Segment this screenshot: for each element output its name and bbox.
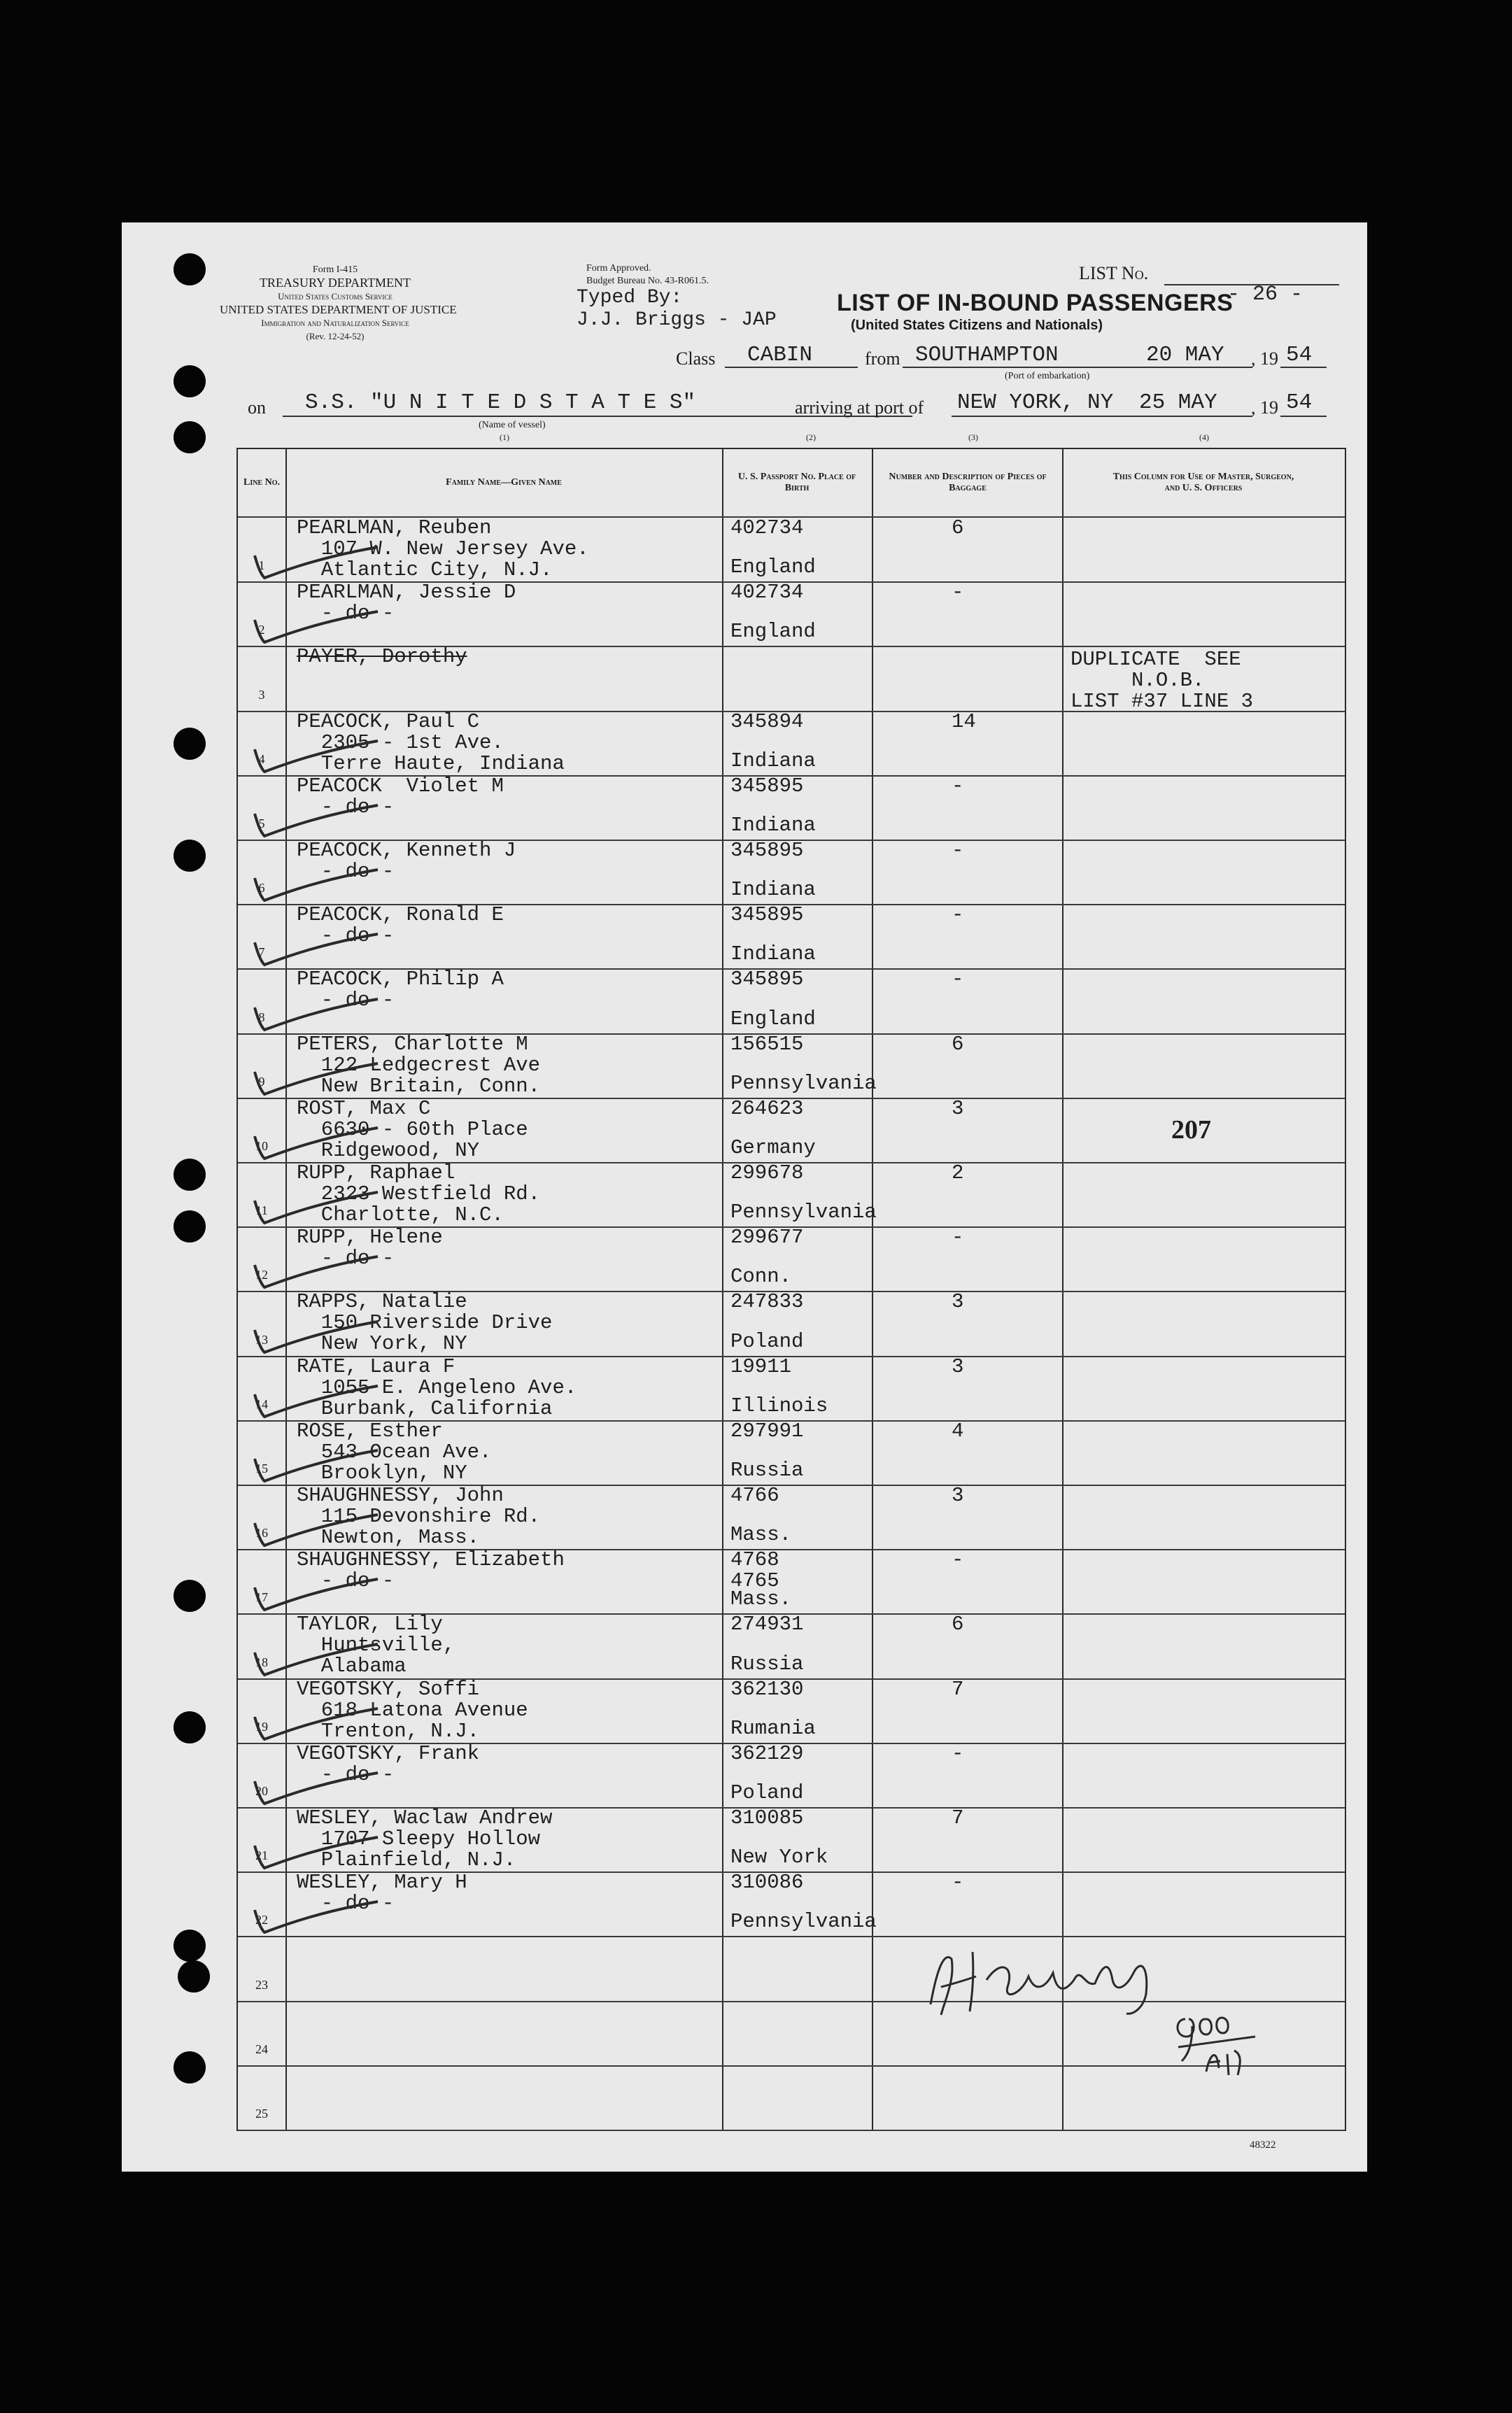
class-value: CABIN <box>747 343 813 367</box>
from-label: from <box>865 348 900 369</box>
place-of-birth: Poland <box>730 1329 804 1353</box>
table-row <box>238 1808 1345 1872</box>
line-number: 16 <box>255 1526 268 1541</box>
punch-hole <box>174 840 206 872</box>
line-number: 25 <box>255 2106 268 2121</box>
baggage-count: 4 <box>952 1419 964 1443</box>
vessel-col-number: (1) <box>500 432 509 442</box>
passenger-name: PEACOCK, Kenneth J - do - <box>297 839 516 883</box>
from-underline <box>903 367 1252 368</box>
officer-note: DUPLICATE SEE N.O.B. LIST #37 LINE 3 <box>1071 648 1254 714</box>
passenger-name: PEACOCK Violet M - do - <box>297 774 504 819</box>
passport-number: 345895 <box>730 968 804 991</box>
passenger-name: SHAUGHNESSY, Elizabeth - do - <box>297 1548 565 1593</box>
place-of-birth: Russia <box>730 1652 804 1676</box>
manifest-sheet <box>122 222 1367 2172</box>
line-number: 2 <box>258 623 265 637</box>
place-of-birth: Indiana <box>730 878 816 902</box>
row-divider <box>238 2130 1345 2131</box>
from-year: 54 <box>1286 343 1313 367</box>
typed-by-value: J.J. Briggs - JAP <box>577 309 777 331</box>
passenger-name: PEARLMAN, Reuben 107 W. New Jersey Ave. Atlantic City, N.J. <box>297 516 589 581</box>
form-number: Form I-415 <box>312 264 358 275</box>
line-number: 8 <box>258 1010 265 1024</box>
col-header-baggage: Number and Description of Pieces of Baggage <box>889 472 1047 493</box>
passenger-name: RAPPS, Natalie 150 Riverside Drive New York, NY <box>297 1290 553 1356</box>
place-of-birth: Rumania <box>730 1716 816 1740</box>
baggage-count: - <box>952 1741 964 1765</box>
line-number: 18 <box>255 1655 268 1669</box>
line-number: 20 <box>255 1783 268 1798</box>
baggage-count: 6 <box>952 1613 964 1636</box>
officer-note: 207 <box>1171 1114 1211 1145</box>
check-mark <box>245 993 385 1035</box>
check-mark <box>245 1896 385 1938</box>
place-of-birth: Indiana <box>730 813 816 837</box>
place-of-birth: Mass. <box>730 1587 792 1611</box>
line-number: 14 <box>255 1396 268 1411</box>
passport-number: 402734 <box>730 581 804 604</box>
line-number: 10 <box>255 1138 268 1153</box>
list-no-value: - 26 - <box>1227 283 1303 306</box>
passport-number: 299678 <box>730 1161 804 1184</box>
check-mark <box>245 1573 385 1615</box>
punch-hole <box>174 1159 206 1191</box>
place-of-birth: Pennsylvania <box>730 1071 877 1095</box>
passport-number: 310085 <box>730 1806 804 1830</box>
budget-bureau: Budget Bureau No. 43-R061.5. <box>586 276 709 286</box>
punch-hole <box>174 253 206 285</box>
line-number: 13 <box>255 1332 268 1347</box>
table-row <box>238 1614 1345 1678</box>
passport-number: 345895 <box>730 839 804 862</box>
table-row <box>238 1937 1345 2001</box>
passenger-name: RUPP, Helene - do - <box>297 1226 443 1271</box>
check-mark <box>245 606 385 648</box>
passport-number: 345894 <box>730 709 804 733</box>
header-left-block <box>220 263 457 343</box>
passenger-name: VEGOTSKY, Frank - do - <box>297 1741 480 1786</box>
justice-department: UNITED STATES DEPARTMENT OF JUSTICE <box>220 303 457 316</box>
col-header-officers: This Column for Use of Master, Surgeon, and U. S. Officers <box>1112 472 1294 493</box>
fee-mark <box>1171 2005 1262 2082</box>
table-row <box>238 1679 1345 1743</box>
line-number: 11 <box>255 1203 268 1218</box>
on-label: on <box>248 397 266 418</box>
col-number-2: (2) <box>806 432 816 442</box>
table-row <box>238 1163 1345 1227</box>
check-mark <box>245 1316 385 1358</box>
line-number: 21 <box>255 1848 268 1863</box>
place-of-birth: Indiana <box>730 942 816 966</box>
manifest-title: LIST OF IN-BOUND PASSENGERS <box>837 290 1234 316</box>
punch-hole <box>174 1711 206 1743</box>
baggage-count: 3 <box>952 1290 964 1314</box>
col-number-3: (3) <box>968 432 978 442</box>
passenger-name: SHAUGHNESSY, John 115 Devonshire Rd. Newton, Mass. <box>297 1484 541 1549</box>
punch-hole <box>174 728 206 760</box>
passenger-name: VEGOTSKY, Soffi 618 Latona Avenue Trenton, N.J. <box>297 1677 528 1743</box>
check-mark <box>245 928 385 970</box>
table-row <box>238 1098 1345 1163</box>
line-number: 19 <box>255 1719 268 1734</box>
arrival-year-prefix: , 19 <box>1251 397 1278 418</box>
table-row <box>238 709 1345 776</box>
passport-number: 345895 <box>730 774 804 798</box>
vessel-name: S.S. "U N I T E D S T A T E S" <box>305 390 696 415</box>
check-mark <box>245 542 385 583</box>
passport-number: 274931 <box>730 1613 804 1636</box>
check-mark <box>245 864 385 906</box>
place-of-birth: Pennsylvania <box>730 1201 877 1224</box>
passenger-name: TAYLOR, Lily Huntsville, Alabama <box>297 1613 455 1678</box>
line-number: 9 <box>258 1074 265 1089</box>
baggage-count: - <box>952 1226 964 1250</box>
check-mark <box>245 1251 385 1293</box>
baggage-count: - <box>952 1871 964 1895</box>
baggage-count: 3 <box>952 1354 964 1378</box>
passport-number: 156515 <box>730 1032 804 1056</box>
passenger-name: PEARLMAN, Jessie D - do - <box>297 581 516 625</box>
line-number: 24 <box>255 2042 268 2056</box>
manifest-subtitle: (United States Citizens and Nationals) <box>851 318 1103 333</box>
list-no-label: LIST No. <box>1079 263 1149 283</box>
passport-number: 297991 <box>730 1419 804 1443</box>
place-of-birth: England <box>730 1007 816 1031</box>
passport-number: 247833 <box>730 1290 804 1314</box>
revision: (Rev. 12-24-52) <box>306 331 365 341</box>
ins-name: Immigration and Naturalization Service <box>261 318 409 328</box>
check-mark <box>245 1509 385 1551</box>
baggage-count: - <box>952 581 964 604</box>
class-underline <box>725 367 858 368</box>
from-port: SOUTHAMPTON <box>915 343 1059 367</box>
arrival-year-underline <box>1280 416 1327 417</box>
punch-hole <box>174 365 206 397</box>
place-of-birth: New York <box>730 1846 828 1869</box>
port-embark-caption: (Port of embarkation) <box>1005 371 1090 381</box>
passenger-name: PEACOCK, Philip A - do - <box>297 968 504 1012</box>
check-mark <box>245 1703 385 1745</box>
vessel-caption: (Name of vessel) <box>479 420 546 430</box>
baggage-count: 7 <box>952 1806 964 1830</box>
punch-hole <box>174 1930 206 1962</box>
baggage-count: 7 <box>952 1677 964 1701</box>
passport-number: 4768 4765 <box>730 1548 779 1593</box>
punch-hole <box>174 1580 206 1612</box>
table-row <box>238 1872 1345 1937</box>
place-of-birth: Conn. <box>730 1265 792 1289</box>
from-year-underline <box>1280 367 1327 368</box>
col-header-passport: U. S. Passport No. Place of Birth <box>737 472 856 493</box>
baggage-count: 3 <box>952 1096 964 1120</box>
col-number-4: (4) <box>1199 432 1209 442</box>
passenger-name: PAYER, Dorothy <box>297 645 467 669</box>
check-mark <box>245 1445 385 1487</box>
line-number: 1 <box>258 558 265 573</box>
baggage-count: - <box>952 968 964 991</box>
table-row <box>238 1292 1345 1356</box>
baggage-count: - <box>952 774 964 798</box>
footer-code: 48322 <box>1250 2139 1276 2151</box>
passport-number: 402734 <box>730 516 804 539</box>
manifest-table <box>236 448 1346 2131</box>
table-row <box>238 1421 1345 1485</box>
class-label: Class <box>676 348 716 369</box>
passport-number: 362129 <box>730 1741 804 1765</box>
table-row <box>238 1227 1345 1292</box>
place-of-birth: Pennsylvania <box>730 1910 877 1934</box>
passport-number: 362130 <box>730 1677 804 1701</box>
table-row <box>238 1743 1345 1808</box>
table-row <box>238 582 1345 646</box>
arrival-port: NEW YORK, NY <box>957 390 1114 415</box>
passport-number: 299677 <box>730 1226 804 1250</box>
table-row <box>238 518 1345 582</box>
punch-hole <box>174 1210 206 1243</box>
col-header-line-no: Line No. <box>243 477 280 488</box>
passport-number: 345895 <box>730 903 804 927</box>
table-row <box>238 969 1345 1033</box>
arrival-year: 54 <box>1286 390 1313 415</box>
passenger-name: PEACOCK, Ronald E - do - <box>297 903 504 948</box>
passenger-name: ROST, Max C 6630 - 60th Place Ridgewood, NY <box>297 1096 528 1162</box>
passenger-name: WESLEY, Waclaw Andrew 1707 Sleepy Hollow Plainfield, N.J. <box>297 1806 553 1871</box>
line-number: 22 <box>255 1913 268 1927</box>
baggage-count: 14 <box>952 709 976 733</box>
place-of-birth: Russia <box>730 1458 804 1482</box>
table-row <box>238 905 1345 969</box>
baggage-count: - <box>952 839 964 862</box>
baggage-count: - <box>952 903 964 927</box>
check-mark <box>245 800 385 842</box>
from-date: 20 MAY <box>1146 343 1224 367</box>
baggage-count: 6 <box>952 516 964 539</box>
passenger-name: PETERS, Charlotte M 122 Ledgecrest Ave New Britain, Conn. <box>297 1032 541 1098</box>
typed-by-label: Typed By: <box>577 287 683 309</box>
passport-number: 4766 <box>730 1484 779 1507</box>
table-row <box>238 1550 1345 1614</box>
line-number: 12 <box>255 1268 268 1282</box>
line-number: 4 <box>258 751 265 766</box>
check-mark <box>245 1832 385 1874</box>
passenger-name: WESLEY, Mary H - do - <box>297 1871 467 1916</box>
arriving-label: arriving at port of <box>795 397 924 418</box>
place-of-birth: England <box>730 556 816 579</box>
place-of-birth: Poland <box>730 1781 804 1804</box>
check-mark <box>245 1380 385 1422</box>
punch-hole <box>174 421 206 453</box>
baggage-count: 3 <box>952 1484 964 1507</box>
line-number: 17 <box>255 1590 268 1605</box>
table-row <box>238 1485 1345 1550</box>
signature-initials <box>924 1938 1161 2032</box>
table-row <box>238 1354 1345 1421</box>
passenger-name: PEACOCK, Paul C 2305 - 1st Ave. Terre Haute, Indiana <box>297 709 565 775</box>
baggage-count: 2 <box>952 1161 964 1184</box>
place-of-birth: Germany <box>730 1135 816 1159</box>
place-of-birth: Indiana <box>730 749 816 772</box>
arrival-underline <box>952 416 1252 417</box>
place-of-birth: Illinois <box>730 1394 828 1417</box>
line-number: 7 <box>258 945 265 960</box>
check-mark <box>245 1639 385 1680</box>
check-mark <box>245 1122 385 1164</box>
baggage-count: - <box>952 1548 964 1572</box>
from-year-prefix: , 19 <box>1251 348 1278 369</box>
place-of-birth: Mass. <box>730 1523 792 1547</box>
check-mark <box>245 1187 385 1229</box>
line-number: 6 <box>258 881 265 896</box>
line-number: 23 <box>255 1977 268 1992</box>
passport-number: 19911 <box>730 1354 792 1378</box>
check-mark <box>245 1767 385 1809</box>
table-row <box>238 776 1345 840</box>
punch-hole <box>178 1960 210 1993</box>
table-row <box>238 1034 1345 1098</box>
passenger-name: RUPP, Raphael 2323 Westfield Rd. Charlotte, N.C. <box>297 1161 541 1226</box>
signature-mark <box>924 1938 1161 2029</box>
passport-number: 264623 <box>730 1096 804 1120</box>
line-number: 3 <box>258 687 265 702</box>
line-number: 15 <box>255 1461 268 1476</box>
form-approved: Form Approved. <box>586 263 651 274</box>
customs-service: United States Customs Service <box>278 291 393 302</box>
check-mark <box>245 735 385 777</box>
table-row <box>238 645 1345 714</box>
passenger-name: ROSE, Esther 543 Ocean Ave. Brooklyn, NY <box>297 1419 492 1485</box>
line-number: 5 <box>258 816 265 830</box>
col-header-name: Family Name—Given Name <box>446 477 562 488</box>
passport-number: 310086 <box>730 1871 804 1895</box>
department-name: TREASURY DEPARTMENT <box>259 276 411 290</box>
check-mark <box>245 1058 385 1100</box>
punch-hole <box>174 2051 206 2083</box>
handwritten-fee <box>1171 2005 1262 2086</box>
passenger-name: RATE, Laura F 1055 E. Angeleno Ave. Burbank, California <box>297 1354 577 1420</box>
arrival-date: 25 MAY <box>1139 390 1217 415</box>
baggage-count: 6 <box>952 1032 964 1056</box>
table-row <box>238 840 1345 905</box>
place-of-birth: England <box>730 620 816 644</box>
